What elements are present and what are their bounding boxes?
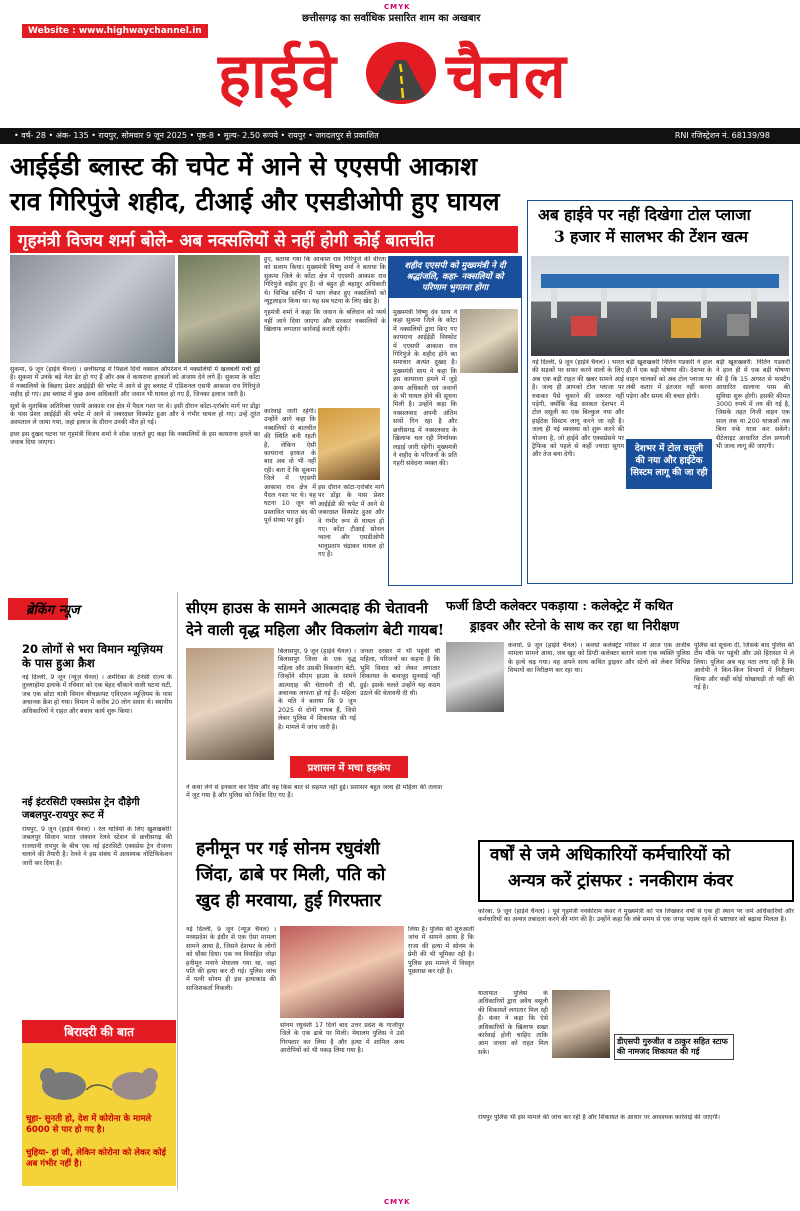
cmyk-mark-bottom: CMYK	[384, 1198, 411, 1206]
toll-text-col2a: बड़ी खूशखबरी नितिन गडकरी ने हाल ही में एक बड़ी घोषणा की। देशभर के वाहन चालकों को अब टोल प्लाजा पर लंबी कतार में इंतजार नहीं करना पड़ेगा और समय की बचत होगी।	[626, 359, 712, 400]
lead-headline-line2: राव गिरिपुंजे शहीद, टीआई और एसडीओपी हुए घायल	[10, 187, 500, 216]
honeymoon-headline-line1: हनीमून पर गई सोनम रघुवंशी	[196, 839, 380, 859]
collector-text-col2: पुलिस को सूचना दी, जिसके बाद पुलिस की टीम मौके पर पहुंची और उसे हिरासत में ले लिया। पुलिस अब यह पता लगा रही है कि आरोपी ने किन-किन विभागों में निरीक्षण किया और कहीं कोई धोखाधड़ी तो नहीं की गई है।	[694, 642, 794, 692]
toll-highlight: देशभर में टोल वसूली की नया और हाईटेक सिस्टम लागू की जा रही	[626, 439, 712, 489]
cartoon-title: बिरादरी की बात	[22, 1020, 176, 1043]
lead-subhead: गृहमंत्री विजय शर्मा बोले- अब नक्सलियों से नहीं होगी कोई बातचीत	[10, 226, 518, 253]
cm-box-heading: शहीद एएसपी को मुख्यमंत्री ने दी श्रद्धांजलि, कहा- नक्सलियों को परिणाम भुगतना होगा	[389, 257, 521, 298]
transfer-headline-line1: वर्षों से जमे अधिकारियों कर्मचारियों को	[490, 845, 730, 865]
lead-headline-line1: आईईडी ब्लास्ट की चपेट में आने से एएसपी आकाश	[10, 152, 478, 181]
breaking-item2-headline: नई इंटरसिटी एक्सप्रेस ट्रेन दौड़ेगी जबलपुर-रायपुर रूट में	[22, 797, 140, 821]
honeymoon-text-col3: लिया है। पुलिस की शुरुआती जांच में सामने आया है कि राजा की हत्या में सोनम के प्रेमी की भी भूमिका रही है। पुलिस इस मामले में विस्तृत पूछताछ कर रही है।	[408, 926, 474, 976]
masthead-right: चैनल	[446, 39, 568, 112]
cm-house-headline-line1: सीएम हाउस के सामने आत्मदाह की चेतावनी	[186, 599, 428, 617]
transfer-story-box	[478, 840, 794, 1192]
cm-tribute-box	[388, 256, 522, 586]
toll-text-col1: नई दिल्ली, 9 जून (हाईवे चैनल) । भारत की सड़कों पर सफर करने वालों के लिए अब एक बड़ी राहत की खबर सामने आई है। जल्द ही आपको टोल प्लाजा पर रुककर पैसे चुकाने की जरूरत नहीं पड़ेगी, क्योंकि केंद्र सरकार देशभर में टोल वसूली का एक बिल्कुल नया और हाईटेक सिस्टम लागू करने जा रही है। जल्द ही नई व्यवस्था को शुरू करने की योजना है, जो हाईवे और एक्सप्रेसवे पर ट्रैफिक को पहले से कहीं ज्यादा सुगम और तेज बना देगी।	[532, 359, 624, 459]
transfer-text-top: कोरबा, 9 जून (हाईवे चैनल) । पूर्व गृहमंत्री ननकीराम कंवर ने मुख्यमंत्री को पत्र लिखकर वर्षों से एक ही स्थान पर जमे अधिकारियों और कर्मचारियों का अन्यत्र तबादला करने की मांग की है। उन्होंने कहा कि लंबे समय से एक जगह पदस्थ रहने से भ्रष्टाचार को बढ़ावा मिलता है।	[478, 908, 794, 924]
lead-text-col1: सुकमा, 9 जून (हाईवे चैनल) । छत्तीसगढ़ में पिछले दिनों नक्सल ऑपरेशन में नक्सलियों में खलबली मची हुई है। सुकमा में उनके बड़े नेता ढेर हो गए हैं और अब वे कायराना हरकतों को अंजाम देने लगे हैं। सुकमा के कोंटा में नक्सलियों के बिछाए प्रेशर आईईडी की चपेट में आने से हुए ब्लास्ट में एडिशनल एसपी आकाश राव गिरिपुंजे शहीद हो गए। इस ब्लास्ट में कुछ अन्य अधिकारी और जवान भी घायल हो गए हैं, जिनका इलाज जारी है। सूत्रों के मुताबिक अतिरिक्त एसपी आकाश राव क्षेत्र में पैदल गश्त पर थे। इसी दौरान कोंटा-एर्राबोर मार्ग पर डोंड्रा के पास प्रेशर आईईडी की चपेट में आने से जबरदस्त विस्फोट हुआ और वे गंभीर घायल हो गए। उन्हें तुरंत अस्पताल ले जाया गया, जहां इलाज के दौरान उनकी मौत हो गई। इधर इस दुखद घटना पर गृहमंत्री विजय शर्मा ने शोक जताते हुए कहा कि नक्सलियों के इस कायराना हमले का जवाब दिया जाएगा।	[10, 366, 260, 447]
lead-text-col3b: इस दौरान कोंटा-एर्राबोर मार्ग पर डोंड्रा के पास प्रेशर आईईडी की चपेट में आने से जबरदस्त विस्फोट हुआ और वे गंभीर रूप से घायल हो गए। कोंटा टीआई सोनल ग्वाला और एसडीओपी भानुप्रताप चंद्राकर घायल हो गए हैं।	[318, 484, 384, 559]
honeymoon-text-col1: नई दिल्ली, 9 जून (न्यूज़ चैनल) । मध्यप्रदेश के इंदौर से एक ऐसा मामला सामने आया है, जिसने देशभर के लोगों को चौंका दिया। एक नव विवाहित जोड़ा हनीमून मनाने मेघालय गया था, जहां पति की हत्या कर दी गई। पुलिस जांच में पत्नी सोनम ही इस हत्याकांड की साजिशकर्ता निकली।	[186, 926, 276, 992]
toll-text-col2b	[626, 493, 712, 581]
lead-text-col3: कार्रवाई जारी रहेगी। उन्होंने आगे कहा कि नक्सलियों से बातचीत की स्थिति बनी रहती है, लेकिन ऐसी कायराना हरकत के बाद अब वो भी नहीं रही। बता दें कि सुकमा जिले में एएसपी आकाश राव क्षेत्र में पैदल गश्त पर थे। यह घटना 10 जून को प्रस्तावित भारत बंद की पूर्व संध्या पर हुई।	[264, 408, 316, 525]
asp-portrait-photo	[178, 255, 260, 363]
cmyk-mark-top: CMYK	[384, 3, 411, 11]
transfer-caption: डीएसपी गुरुजीत व ठाकुर सहित स्टाफ की नामजद शिकायत की गई	[614, 1034, 734, 1060]
honeymoon-headline-line3: खुद ही मरवाया, हुई गिरफ्तार	[196, 891, 381, 911]
cm-house-text-col2: बिलासपुर, 9 जून (हाईवे चैनल) । बिलासपुर जिला के एक वृद्ध महिला और उसकी विकलांग बेटी, जिन्होंने सीएम हाउस के सामने आत्मदाह की चेतावनी दी थी, अचानक लापता हो गई हैं। महिला के पति ने बताया कि 9 जून 2025 से दोनों गायब हैं, जिसे लेकर पुलिस में शिकायत की गई है। मामले में जांच जारी है।	[278, 648, 356, 731]
cm-house-headline-line2: देने वाली वृद्ध महिला और विकलांग बेटी गायब!	[186, 621, 445, 639]
honeymoon-text-col2: सोनम रघुवंशी 17 दिनों बाद उत्तर प्रदेश के गाजीपुर जिले के एक ढाबे पर मिली। मेघालय पुलिस ने उसे गिरफ्तार कर लिया है और हत्या में शामिल अन्य आरोपियों को भी पकड़ लिया गया है।	[280, 1022, 404, 1055]
toll-headline-line1: अब हाईवे पर नहीं दिखेगा टोल प्लाजा	[538, 205, 751, 224]
breaking-label: ब्रेकिंग न्यूज	[26, 603, 80, 618]
cm-box-text: मुख्यमंत्री विष्णु देव साय ने कहा सुकमा जिले के कोंटा में नक्सलियों द्वारा किए गए कायराना आईईडी विस्फोट में एएसपी आकाश राव गिरिपुंजे के शहीद होने का समाचार अत्यंत दुखद है। मुख्यमंत्री साय ने कहा कि इस कायराना हमले में जुड़े अन्य अधिकारी एवं जवानों के भी घायल होने की सूचना मिली है। उन्होंने कहा कि नक्सलवाद अपनी अंतिम सांसें गिन रहा है और छत्तीसगढ़ में नक्सलवाद के खिलाफ चल रही निर्णायक लड़ाई जारी रहेगी। मुख्यमंत्री ने शहीद के परिजनों के प्रति गहरी संवेदना व्यक्त की।	[393, 309, 457, 468]
rni-number: RNI रजिस्ट्रेशन नं. 68139/98	[674, 131, 770, 140]
collector-text-col1: कवर्धा, 9 जून (हाईवे चैनल) । कवर्धा कलेक्ट्रेट परिसर में आज एक अजीब मामला सामने आया, जब खुद को डिप्टी कलेक्टर बताने वाला एक व्यक्ति पुलिस के हत्थे चढ़ गया। वह अपने साथ कथित ड्राइवर और स्टेनो को लेकर विभिन्न विभागों का निरीक्षण कर रहा था।	[508, 642, 690, 675]
toll-headline-line2: 3 हजार में सालभर की टेंशन खत्म	[554, 227, 748, 246]
cm-house-text-col3: जनता दरबार में भी पहुंची थी महिला, परिजनों का कहना है कि भूमि विवाद को लेकर लगातार शिकायत के बावजूद सुनवाई नहीं हुई। इसके चलते उन्होंने यह कदम उठाने की चेतावनी दी थी।	[360, 648, 440, 698]
issue-info: • वर्ष- 28 • अंक- 135 • रायपुर, सोमवार 9 जून 2025 • पृष्ठ-8 • मूल्य- 2.50 रूपये • रायपुर • जगदलपुर से प्रकाशित	[14, 131, 379, 140]
cm-house-caption: प्रशासन में मचा हड़कंप	[290, 756, 408, 778]
transfer-headline-line2: अन्यत्र करें ट्रांसफर : ननकीराम कंवर	[508, 871, 733, 891]
transfer-text-col1: यातायात पुलिस के अधिकारियों द्वारा अवैध वसूली की शिकायतें लगातार मिल रही हैं। कंवर ने कहा कि ऐसे अधिकारियों के खिलाफ सख्त कार्रवाई होनी चाहिए ताकि आम जनता को राहत मिल सके।	[478, 990, 548, 1056]
breaking-news-column	[0, 592, 178, 1190]
nankiram-kanwar-photo	[552, 990, 610, 1058]
couple-photo	[280, 926, 404, 1018]
fake-collector-photo	[446, 642, 504, 712]
transfer-text-bottom: रायपुर पुलिस भी इस मामले की जांच कर रही है और शिकायत के आधार पर आवश्यक कार्रवाई की जाएगी।	[478, 1114, 721, 1121]
honeymoon-headline-line2: जिंदा, ढाबे पर मिली, पति को	[196, 865, 386, 885]
toll-story-box	[527, 200, 793, 584]
woman-daughter-photo	[186, 648, 274, 760]
tagline: छत्तीसगढ़ का सर्वाधिक प्रसारित शाम का अखबार	[302, 13, 481, 24]
collector-headline-line2: ड्राइवर और स्टेनो के साथ कर रहा था निरीक्षण	[470, 618, 679, 633]
lead-text-col2: हुए, बताया गया कि आकाश राव गिरिपुंजे की वीरता को सलाम किया। मुख्यमंत्री विष्णु शर्मा ने बताया कि सुकमा जिले के कोंटा क्षेत्र में एएसपी आकाश राव गिरिपुंजे शहीद हुए हैं। वो बहुत ही बहादुर अधिकारी थे। विभिन्न सर्चिंग में भाग लेकर हुए नक्सलियों को न्यूट्रलाइज किया था। यह सब घटना के लिए खेद है। गृहमंत्री शर्मा ने कहा कि जवान के बलिदान को व्यर्थ नहीं जाने दिया जाएगा और सरकार नक्सलियों के खिलाफ लगातार कार्रवाई करती रहेगी।	[264, 256, 386, 334]
toll-plaza-photo	[531, 256, 789, 356]
breaking-item1-text: नई दिल्ली, 9 जून (न्यूज़ चैनल) । अमेरिका के टेनेसी राज्य के तुल्लाहोमा इलाके में रविवार को एक बेहद चौंकाने वाली घटना घटी, जब एक छोटा यात्री विमान बीचक्राफ्ट एविएशन म्यूज़ियम के पास अचानक क्रैश हो गया। विमान में करीब 20 लोग सवार थे। स्थानीय अधिकारियों ने राहत और बचाव कार्य शुरू किया।	[22, 674, 172, 715]
injured-officer-photo	[10, 255, 175, 363]
home-minister-photo	[318, 408, 380, 480]
breaking-item1-headline: 20 लोगों से भरा विमान म्यूज़ियम के पास हुआ क्रैश	[22, 642, 163, 670]
masthead-left: हाईवे	[218, 39, 338, 112]
cartoon-box	[22, 1020, 176, 1186]
website-link[interactable]: Website : www.highwaychannel.in	[22, 24, 208, 38]
breaking-item2-text: रायपुर, 9 जून (हाईवे चैनल) । रेल यात्रियों के लिए खुशखबरी! जबलपुर सिवान भारत जंक्शन रेलवे स्टेशन से छत्तीसगढ़ की राजधानी रायपुर के बीच एक नई इंटरसिटी एक्सप्रेस ट्रेन रोजाना चलाने की तैयारी है। रेलवे ने इस संबंध में आवश्यक नोटिफिकेशन जारी कर दिया है।	[22, 826, 172, 867]
cm-house-text-bottom: ने कथा लेने से इनकार कर दिया और वह किस बात से सहमत नहीं हुई। प्रशासन बहुत जल्द ही महिला की तलाश में जुट गया है और पुलिस को निर्देश दिए गए हैं।	[186, 784, 442, 800]
toll-text-col3: बड़ी खूशखबरी: नितिन गडकरी ने हाल ही में एक बड़ी घोषणा की है कि 15 अगस्त से फास्टैग आधारित सालाना पास की सुविधा शुरू होगी। इसकी कीमत 3000 रुपये में तय की गई है, जिसके तहत निजी वाहन एक साल तक या 200 यात्राओं तक बिना रुके यात्रा कर सकेंगे। सैटेलाइट आधारित टोल प्रणाली भी जल्द लागू की जाएगी।	[716, 359, 790, 451]
cartoon-art	[26, 1050, 172, 1108]
road-logo	[366, 42, 436, 104]
collector-headline-line1: फर्जी डिप्टी कलेक्टर पकड़ाया : कलेक्ट्रेट में कथित	[446, 598, 673, 613]
info-bar	[0, 128, 800, 144]
cartoon-dialog2: चुहिया- हां जी, लेकिन कोरोना को लेकर कोई अब गंभीर नहीं है।	[26, 1148, 166, 1169]
cartoon-dialog1: चूहा- सुनती हो, देश में कोरोना के मामले 6000 से पार हो गए है।	[26, 1114, 152, 1135]
